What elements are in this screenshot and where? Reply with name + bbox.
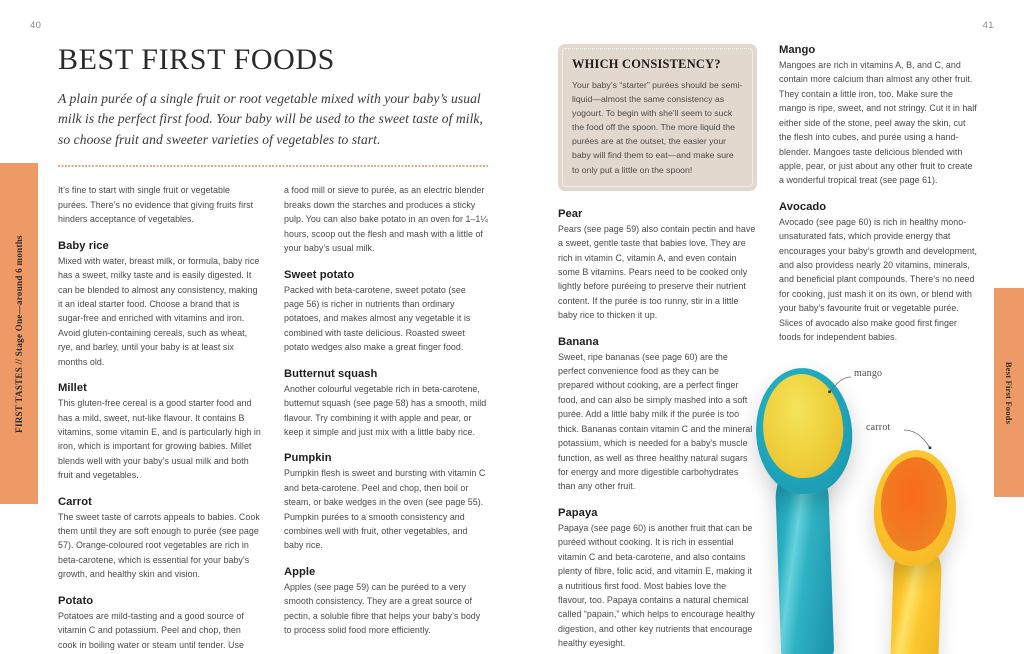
section-text-apple: Apples (see page 59) can be puréed to a very smooth consistency. They are a great source of pectin, a soluble fibre that helps your baby’s body to process solid food more efficiently. (284, 581, 481, 636)
section-text-mango: Mangoes are rich in vitamins A, B, and C, and contain more calcium than almost any other fruit. They contain a little iron, too. Make sure the mango is ripe, sweet, and not stringy. Cut it in half either side of the stone, peel away the skin, cut the flesh into cubes, and purée using a hand-blender. Mangoes taste delicious blended with apple, pear, or just about any other fruit to create a wonderful tropical treat (see page 61). (779, 60, 977, 186)
dotted-rule-divider (58, 165, 488, 167)
section-text-baby-rice: Mixed with water, breast milk, or formula, baby rice has a sweet, milky taste and is easily digested. It can be blended to almost any consistency, making it an ideal starter food. Choose a brand that is sugar-free and enriched with vitamins and iron. Avoid gluten-containing cereals, such as wheat, rye, and barley, until your baby is at least six months old. (58, 255, 260, 367)
running-tab-left-label: FIRST TASTES // Stage One—around 6 months (14, 234, 24, 433)
section-text-potato: Potatoes are mild-tasting and a good source of vitamin C and potassium. Peel and chop, then cook in boiling water or steam until tender. Use (58, 610, 244, 650)
page-title: BEST FIRST FOODS (58, 43, 335, 76)
section-heading-papaya: Papaya (558, 506, 598, 519)
section-heading-avocado: Avocado (779, 200, 827, 213)
section-text-avocado: Avocado (see page 60) is rich in healthy mono-unsaturated fats, which provide energy that encourages your baby’s growth and development, and also providess nearly 20 vitamins, minerals, and beneficial plant compounds. There’s no need for cooking, just mash it on its own, or blend with your baby’s favourite fruit or vegetable purée. Slices of avocado also make good first finger foods for independent babies. (779, 216, 978, 343)
section-heading-mango: Mango (779, 44, 816, 56)
section-heading-apple: Apple (284, 565, 316, 578)
lead-paragraph: It’s fine to start with single fruit or vegetable purées. There’s no evidence that giving fruits first hinders acceptance of vegetables. (58, 185, 254, 225)
section-text-pumpkin: Pumpkin flesh is sweet and bursting with vitamin C and beta-carotene. Peel and chop, then boil or steam, or bake wedges in the oven (see page 55). Pumpkin purées to a smooth consistency and combines well with fruit, other vegetables, and baby rice. (284, 468, 486, 551)
section-text-papaya: Papaya (see page 60) is another fruit that can be puréed without cooking. It is rich in essential vitamin C and beta-carotene, and also contains plenty of fibre, folic acid, and vitamin E, making it a nutritious first food. Most babies love the flavour, too. Papaya contains a natural chemical called “papain,” which helps to encourage healthy digestion, and other key nutrients that encourage healthy eyesight. (558, 522, 755, 649)
page-intro: A plain purée of a single fruit or root vegetable mixed with your baby’s usual milk is the perfect first food. Your baby will be used to the sweet taste of milk, so choose fruit and sweeter varieties of vegetables to start. (58, 90, 483, 147)
folio-right: 41 (982, 20, 994, 31)
left-page (58, 44, 488, 652)
potato-continued-paragraph: a food mill or sieve to purée, as an electric blender breaks down the starches and produces a sticky pulp. You can also bake potato in an oven for 1–1¼ hours, scoop out the flesh and mash with a little of your baby’s usual milk. (284, 185, 488, 254)
section-heading-carrot: Carrot (58, 495, 92, 508)
callout-title: WHICH CONSISTENCY? (572, 57, 721, 71)
left-page-columns (58, 183, 488, 652)
spoons-photo (744, 360, 1024, 654)
callout-which-consistency (558, 44, 757, 191)
section-heading-baby-rice: Baby rice (58, 239, 109, 252)
section-heading-pumpkin: Pumpkin (284, 452, 332, 465)
section-text-sweet-potato: Packed with beta-carotene, sweet potato (see page 56) is richer in nutrients than ordinary potatoes, and makes almost any vegetable it is combined with taste delicious. Roasted sweet potato wedges also make a great finger food. (284, 284, 471, 353)
section-heading-banana: Banana (558, 335, 599, 348)
running-tab-left (0, 163, 38, 504)
section-heading-pear: Pear (558, 207, 583, 220)
section-heading-millet: Millet (58, 382, 87, 395)
left-column-1 (58, 183, 262, 652)
section-heading-butternut-squash: Butternut squash (284, 367, 378, 380)
running-tab-right-label: Best First Foods (1004, 361, 1014, 424)
left-column-2 (284, 183, 488, 652)
section-text-butternut-squash: Another colourful vegetable rich in beta-carotene, butternut squash (see page 58) has a smooth, mild flavour. Try combining it with apple and pear, or keep it simple and just mix with a little baby rice. (284, 383, 487, 437)
section-text-millet: This gluten-free cereal is a good starter food and has a mild, sweet, nut-like flavour. It contains B vitamins, some vitamin E, and is particularly high in iron, which is important for growing babies. Millet blends well with your baby’s usual milk and both fruit and vegetables. (58, 398, 261, 481)
callout-text: Your baby’s “starter” purées should be semi-liquid—almost the same consistency as yogourt. To begin with she’ll seem to suck the food off the spoon. The more liquid the purées are at the outset, the easier your baby will find them to eat—and make sure to only put a little on the spoon! (572, 80, 743, 175)
section-text-banana: Sweet, ripe bananas (see page 60) are the perfect convenience food as they can be prepared without cooking, are a perfect finger food, and can also be simply mashed into a soft purée. Add a little baby milk if the purée is too thick. Bananas contain vitamin C and the mineral potassium, which is needed for a baby’s muscle function, as well as three healthy natural sugars for energy and more digestible carbohydrates than any other fruit. (558, 351, 753, 492)
section-text-pear: Pears (see page 59) also contain pectin and have a sweet, gentle taste that babies love. They are rich in vitamin C, vitamin A, and even contain some B vitamins. Pears need to be cooked only lightly before puréeing to preserve their nutrient content. If the purée is too runny, stir in a little baby rice to thicken it up. (558, 223, 756, 321)
section-text-carrot: The sweet taste of carrots appeals to babies. Cook them until they are soft enough to purée (see page 57). Orange-coloured root vegetables are rich in beta-carotene, which is essential for your baby’s growth, and healthy skin and vision. (58, 511, 260, 580)
label-leader-lines (744, 360, 1024, 654)
right-column-1 (558, 44, 757, 651)
photo-label-carrot: carrot (866, 422, 891, 433)
section-heading-sweet-potato: Sweet potato (284, 268, 355, 281)
photo-label-mango: mango (854, 368, 883, 379)
folio-left: 40 (30, 20, 42, 31)
section-heading-potato: Potato (58, 594, 94, 607)
